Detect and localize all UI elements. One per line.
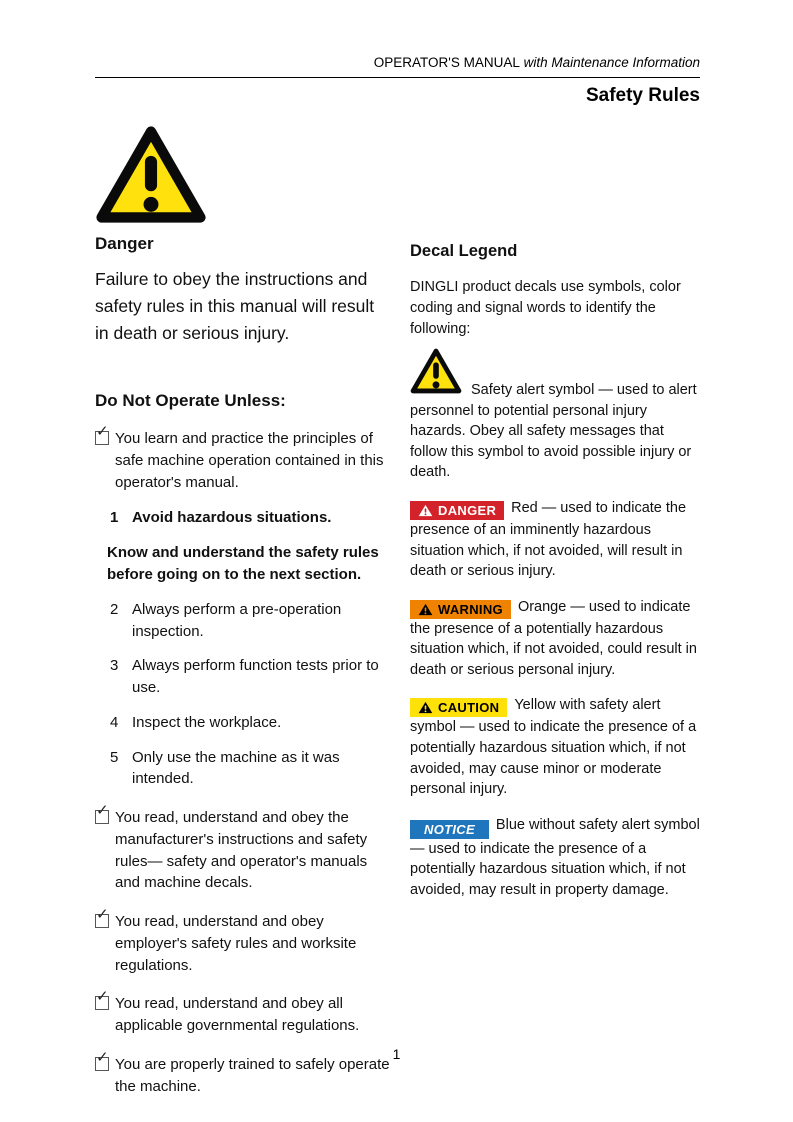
step-text: Always perform function tests prior to use. — [132, 657, 379, 697]
caution-legend-text: Yellow with safety alert symbol — used to indicate the presence of a potentially hazardous situation which, if not avoided, may cause minor or moderate personal injury. — [410, 697, 697, 798]
header-rule — [95, 77, 700, 78]
checkbox-icon — [95, 987, 109, 1010]
safety-alert-icon — [410, 348, 462, 394]
checklist-item-text: You read, understand and obey all applicable governmental regulations. — [115, 995, 360, 1035]
know-paragraph: Know and understand the safety rules before going on to the next section. — [107, 544, 379, 584]
caution-badge-triangle-icon — [418, 701, 433, 714]
step-number: 3 — [110, 657, 119, 675]
checklist-item — [95, 422, 392, 493]
do-not-operate-heading: Do Not Operate Unless: — [95, 391, 286, 411]
checklist-item — [95, 987, 392, 1037]
step-number: 1 — [110, 508, 119, 526]
caution-legend-paragraph — [410, 695, 703, 799]
page-number: 1 — [392, 1046, 401, 1062]
numbered-step — [95, 599, 392, 643]
step-number: 4 — [110, 713, 119, 731]
page-header — [95, 55, 700, 107]
decal-intro-paragraph: DINGLI product decals use symbols, color coding and signal words to identify the following: — [410, 279, 681, 338]
checklist-item — [95, 801, 392, 894]
warning-legend-paragraph — [410, 597, 703, 681]
caution-badge-label: CAUTION — [438, 700, 500, 716]
step-text: Inspect the workplace. — [132, 713, 282, 731]
checklist-item-text: You read, understand and obey the manufacturer's instructions and safety rules— safety and operator's manuals and machine decals. — [115, 809, 368, 892]
check-mark-icon: ✓ — [96, 1047, 109, 1066]
decal-legend-heading: Decal Legend — [410, 242, 518, 260]
danger-badge — [410, 501, 504, 520]
checklist-item-text: You read, understand and obey employer's safety rules and worksite regulations. — [115, 913, 357, 974]
check-mark-icon: ✓ — [96, 905, 109, 924]
step-text: Avoid hazardous situations. — [132, 508, 332, 526]
check-mark-icon: ✓ — [96, 422, 109, 441]
warning-badge — [410, 600, 511, 619]
caution-badge — [410, 698, 507, 717]
checklist-item-text: You learn and practice the principles of safe machine operation contained in this operator's manual. — [115, 430, 384, 491]
check-mark-icon: ✓ — [96, 801, 109, 820]
step-text: Only use the machine as it was intended. — [132, 748, 340, 788]
danger-badge-triangle-icon — [418, 504, 433, 517]
checkbox-icon — [95, 905, 109, 928]
warning-legend-text: Orange — used to indicate the presence of a potentially hazardous situation which, if not avoided, could result in death or serious personal injury. — [410, 598, 697, 678]
danger-paragraph: Failure to obey the instructions and safety rules in this manual will result in death or serious injury. — [95, 269, 375, 344]
danger-badge-label: DANGER — [438, 502, 497, 518]
check-mark-icon: ✓ — [96, 987, 109, 1006]
warning-triangle-icon — [95, 125, 207, 224]
header-line — [95, 55, 700, 70]
danger-legend-text: Red — used to indicate the presence of an imminently hazardous situation which, if not avoided, will result in death or serious injury. — [410, 499, 687, 580]
step-number: 2 — [110, 600, 119, 618]
checklist-item — [95, 905, 392, 976]
numbered-step — [95, 655, 392, 699]
numbered-step — [95, 507, 392, 529]
safety-alert-paragraph — [410, 348, 703, 483]
step-number: 5 — [110, 748, 119, 766]
checkbox-icon — [95, 801, 109, 824]
warning-badge-triangle-icon — [418, 603, 433, 616]
notice-legend-text: Blue without safety alert symbol — used to indicate the presence of a potentially hazardous situation which, if not avoided, may result in property damage. — [410, 816, 700, 898]
manual-title: OPERATOR'S MANUAL — [373, 55, 520, 70]
page-title: Safety Rules — [585, 85, 700, 106]
notice-badge — [410, 820, 489, 839]
manual-subtitle: with Maintenance Information — [519, 55, 700, 70]
warning-badge-label: WARNING — [438, 601, 503, 617]
left-column — [95, 125, 392, 1097]
danger-legend-paragraph — [410, 498, 703, 582]
numbered-step — [95, 747, 392, 791]
numbered-step — [95, 712, 392, 734]
danger-heading: Danger — [95, 234, 154, 253]
notice-legend-paragraph — [410, 815, 703, 901]
right-column — [410, 242, 703, 900]
notice-badge-label: NOTICE — [424, 821, 475, 837]
checklist-item-text: You are properly trained to safely operate the machine. — [115, 1055, 390, 1095]
safety-alert-text: Safety alert symbol — used to alert personnel to potential personal injury hazards. Obey all safety messages that follow this symbol to avoid possible injury or death. — [410, 382, 697, 481]
step-text: Always perform a pre-operation inspection. — [132, 600, 342, 640]
checkbox-icon — [95, 422, 109, 445]
